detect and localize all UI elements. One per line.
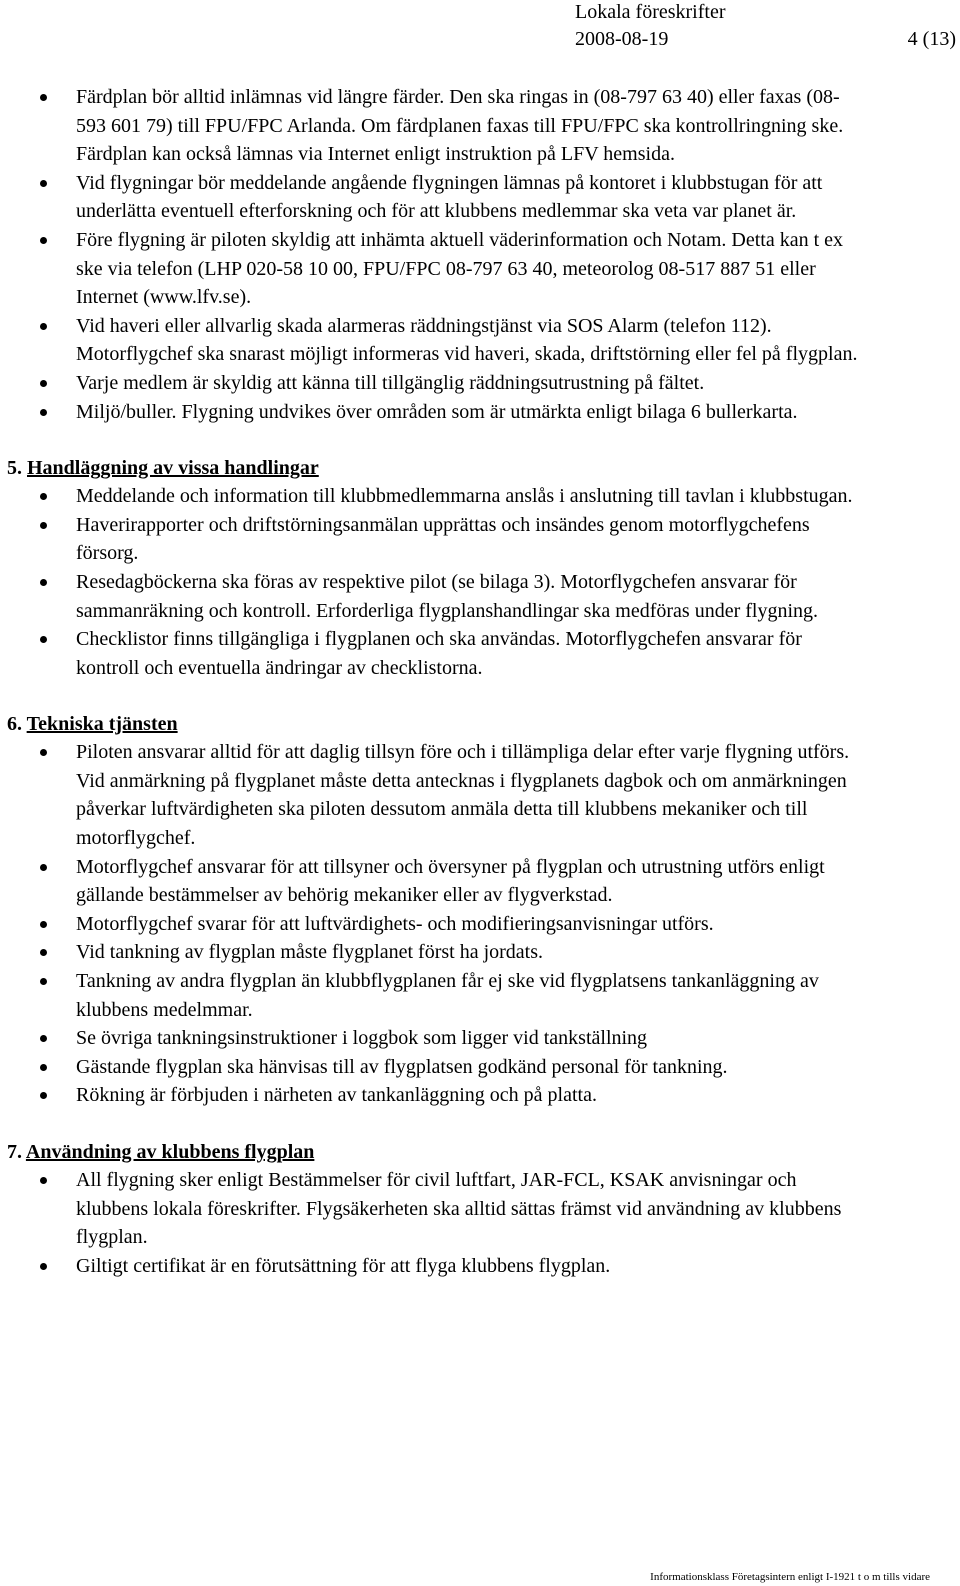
- section-title: Användning av klubbens flygplan: [25, 1141, 315, 1163]
- section-number: 5.: [7, 457, 22, 480]
- list-item: Tankning av andra flygplan än klubbflygplanen får ej ske vid flygplatsens tankanläggning av klubbens medelmmar.: [0, 967, 960, 1024]
- list-item: Varje medlem är skyldig att känna till tillgänglig räddningsutrustning på fältet.: [0, 369, 960, 398]
- intro-list: [0, 83, 960, 426]
- document-body: [0, 83, 960, 1280]
- list-item: Gästande flygplan ska hänvisas till av flygplatsen godkänd personal för tankning.: [0, 1053, 960, 1082]
- list-item: Rökning är förbjuden i närheten av tankanläggning och på platta.: [0, 1081, 960, 1110]
- section-number: 6.: [7, 713, 22, 736]
- page-number: 4 (13): [907, 28, 956, 50]
- list-item: Piloten ansvarar alltid för att daglig tillsyn före och i tillämpliga delar efter varje flygning utförs. Vid anmärkning på flygplanet måste detta antecknas i flygplanets dagbok och om anmärkningen påverkar luftvärdigheten ska piloten dessutom anmäla detta till klubbens mekaniker och till motorflygchef.: [0, 738, 960, 852]
- section-heading-6: [0, 710, 960, 738]
- list-item: Se övriga tankningsinstruktioner i loggbok som ligger vid tankställning: [0, 1024, 960, 1053]
- list-item: Motorflygchef svarar för att luftvärdighets- och modifieringsanvisningar utförs.: [0, 910, 960, 939]
- list-item: Giltigt certifikat är en förutsättning för att flyga klubbens flygplan.: [0, 1252, 960, 1281]
- document-date: 2008-08-19: [575, 28, 669, 50]
- section-6-list: [0, 738, 960, 1110]
- list-item: Haverirapporter och driftstörningsanmälan upprättas och insändes genom motorflygchefens försorg.: [0, 511, 960, 568]
- list-item: Checklistor finns tillgängliga i flygplanen och ska användas. Motorflygchefen ansvarar för kontroll och eventuella ändringar av checklistorna.: [0, 625, 960, 682]
- section-5-list: [0, 482, 960, 682]
- list-item: Vid flygningar bör meddelande angående flygningen lämnas på kontoret i klubbstugan för att underlätta eventuell efterforskning och för att klubbens medlemmar ska veta var planet är.: [0, 169, 960, 226]
- section-heading-5: [0, 454, 960, 482]
- list-item: Resedagböckerna ska föras av respektive pilot (se bilaga 3). Motorflygchefen ansvarar för sammanräkning och kontroll. Erforderliga flygplanshandlingar ska medföras under flygning.: [0, 568, 960, 625]
- section-heading-7: [0, 1138, 960, 1166]
- section-number: 7.: [7, 1141, 22, 1163]
- list-item: Vid haveri eller allvarlig skada alarmeras räddningstjänst via SOS Alarm (telefon 112). Motorflygchef ska snarast möjligt informeras vid haveri, skada, driftstörning eller fel på flygplan.: [0, 312, 960, 369]
- list-item: All flygning sker enligt Bestämmelser för civil luftfart, JAR-FCL, KSAK anvisningar och klubbens lokala föreskrifter. Flygsäkerheten ska alltid sättas främst vid användning av klubbens flygplan.: [0, 1166, 960, 1252]
- list-item: Före flygning är piloten skyldig att inhämta aktuell väderinformation och Notam. Detta kan t ex ske via telefon (LHP 020-58 10 00, FPU/FPC 08-797 63 40, meteorolog 08-517 887 51 eller Internet (www.lfv.se).: [0, 226, 960, 312]
- classification-footer: Informationsklass Företagsintern enligt I-1921 t o m tills vidare: [650, 1571, 930, 1583]
- list-item: Motorflygchef ansvarar för att tillsyner och översyner på flygplan och utrustning utförs enligt gällande bestämmelser av behörig mekaniker eller av flygverkstad.: [0, 853, 960, 910]
- list-item: Miljö/buller. Flygning undvikes över områden som är utmärkta enligt bilaga 6 bullerkarta.: [0, 398, 960, 427]
- section-7-list: [0, 1166, 960, 1280]
- list-item: Meddelande och information till klubbmedlemmarna anslås i anslutning till tavlan i klubbstugan.: [0, 482, 960, 511]
- list-item: Färdplan bör alltid inlämnas vid längre färder. Den ska ringas in (08-797 63 40) eller faxas (08-593 601 79) till FPU/FPC Arlanda. Om färdplanen faxas till FPU/FPC ska kontrollringning ske. Färdplan kan också lämnas via Internet enligt instruktion på LFV hemsida.: [0, 83, 960, 169]
- document-title: Lokala föreskrifter: [575, 1, 726, 23]
- section-title: Handläggning av vissa handlingar: [27, 457, 319, 480]
- section-title: Tekniska tjänsten: [26, 713, 178, 736]
- list-item: Vid tankning av flygplan måste flygplanet först ha jordats.: [0, 938, 960, 967]
